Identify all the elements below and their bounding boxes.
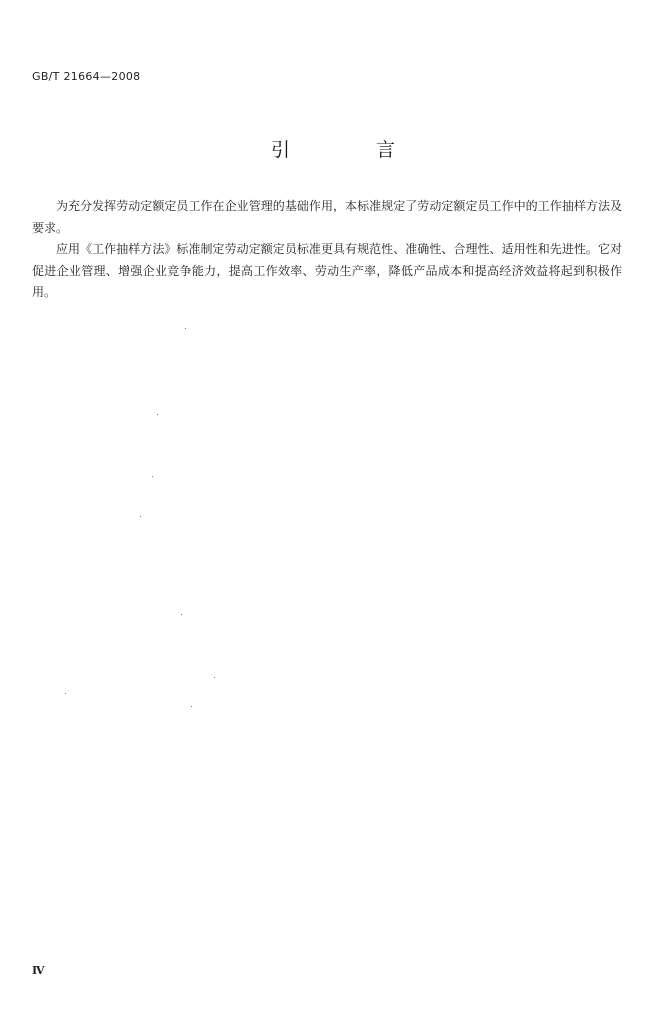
- scan-speck: [65, 693, 66, 694]
- scan-speck: [185, 328, 186, 329]
- body-text: [32, 196, 622, 304]
- scan-speck: [152, 476, 153, 477]
- scan-speck: [181, 614, 182, 615]
- scan-speck: [214, 677, 215, 678]
- scan-speck: [157, 414, 158, 415]
- page-number: Ⅳ: [32, 964, 45, 977]
- section-title: 引 言: [270, 139, 436, 161]
- scan-speck: [140, 516, 141, 517]
- paragraph-application: 应用《工作抽样方法》标准制定劳动定额定员标准更具有规范性、准确性、合理性、适用性和先进性。它对促进企业管理、增强企业竞争能力，提高工作效率、劳动生产率，降低产品成本和提高经济效益将起到积极作用。: [32, 242, 622, 299]
- paragraph-purpose: 为充分发挥劳动定额定员工作在企业管理的基础作用，本标准规定了劳动定额定员工作中的工作抽样方法及要求。: [32, 199, 622, 235]
- standard-code: GB/T 21664—2008: [32, 70, 141, 83]
- scan-speck: [191, 706, 192, 707]
